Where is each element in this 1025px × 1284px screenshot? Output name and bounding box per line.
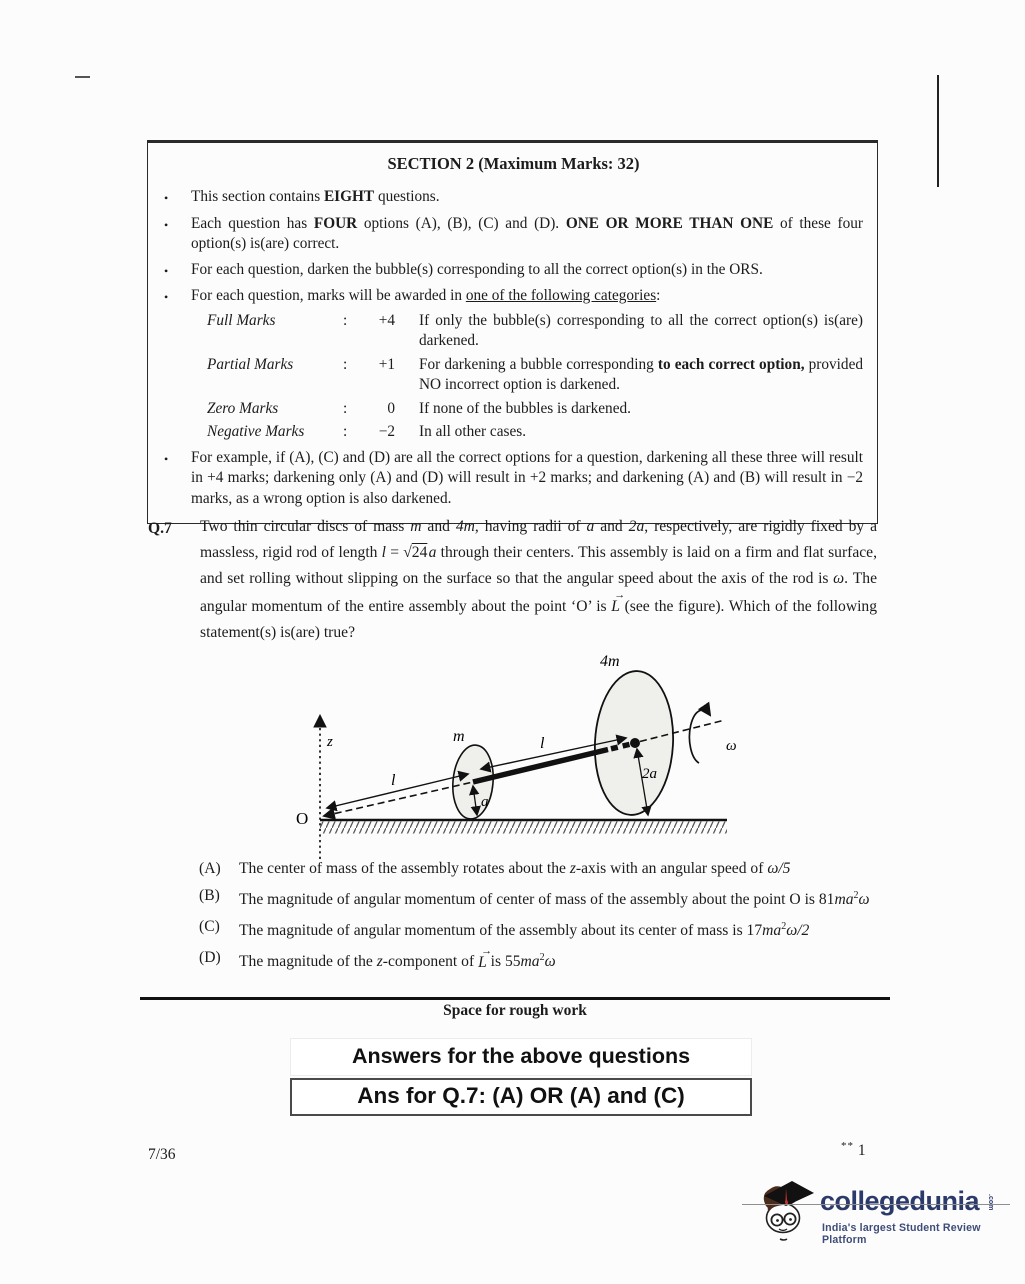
marks-row-label: Partial Marks <box>207 355 294 373</box>
right-pupil <box>789 1218 792 1221</box>
length-label-2: l <box>540 735 545 752</box>
option-d <box>199 944 883 973</box>
instruction-bullet-1 <box>164 187 863 209</box>
scan-dash-mark <box>75 76 90 78</box>
tassel-string <box>742 1204 1010 1205</box>
answer-line: Ans for Q.7: (A) OR (A) and (C) <box>290 1078 752 1116</box>
rod-axis-dashed-left <box>324 782 473 816</box>
option-b <box>199 885 883 911</box>
bullet-icon: • <box>164 290 169 304</box>
logo-dotcom: .com <box>987 1194 994 1211</box>
marks-colon: : <box>343 311 348 329</box>
question-text: Two thin circular discs of mass m and 4m, having radii of a and 2a, respectively, are rigidly fixed by a massless, rigid rod of length l = √24 a through their centers. This assembly is laid on a firm and flat surface, and set rolling without slipping on the surface so that the angular speed about the axis of the rod is ω. The angular momentum of the entire assembly about the point ‘O’ is → L (see the figure). Which of the following statement(s) is(are) true? <box>200 518 878 641</box>
section-divider <box>140 997 890 1000</box>
marks-row-label: Negative Marks <box>207 423 305 440</box>
instruction-bullet-5 <box>164 448 863 510</box>
marks-colon: : <box>343 355 348 373</box>
bullet-icon: • <box>164 451 169 466</box>
answers-header: Answers for the above questions <box>290 1038 752 1076</box>
bullet-icon: • <box>164 217 169 232</box>
page-footer-right <box>841 1140 866 1160</box>
option-key: (C) <box>199 918 220 936</box>
section-title: SECTION 2 (Maximum Marks: 32) <box>387 154 640 173</box>
bullet-icon: • <box>164 263 169 278</box>
omega-label: ω <box>726 738 737 754</box>
question-number: Q.7 <box>148 520 172 537</box>
z-axis-label: z <box>327 734 333 750</box>
marks-desc: If none of the bubbles is darkened. <box>419 399 631 417</box>
option-a <box>199 858 883 880</box>
collegedunia-logo <box>756 1176 1012 1248</box>
instructions-box <box>147 140 878 524</box>
length-label-1: l <box>391 772 396 789</box>
bullet-text: For example, if (A), (C) and (D) are all the correct options for a question, darkening all these three will result in +4 marks; darkening only (A) and (D) will result in +2 marks; and darkening (A) and (B) will result in −2 marks, as a wrong option is also darkened. <box>191 448 863 507</box>
page-number: 7/36 <box>148 1146 176 1163</box>
small-radius-label: a <box>481 794 489 810</box>
answers-block <box>290 1038 752 1116</box>
option-text: The center of mass of the assembly rotates about the z-axis with an angular speed of ω/5 <box>239 860 791 877</box>
marks-row-label: Full Marks <box>207 311 276 329</box>
marks-value: +1 <box>378 355 395 373</box>
option-text: The magnitude of angular momentum of center of mass of the assembly about the point O is $81ma^2\omega$ <box>239 890 870 909</box>
marks-value: +4 <box>378 311 395 329</box>
l-vector-symbol: → L <box>478 944 492 971</box>
l-vector-symbol: → L <box>611 589 625 615</box>
option-text: The magnitude of angular momentum of the assembly about its center of mass is $17ma^2\omega/2$ <box>239 921 810 940</box>
rough-work-label: Space for rough work <box>443 1002 587 1019</box>
instruction-bullet-4 <box>164 286 863 308</box>
bullet-icon: • <box>164 191 169 205</box>
options-list <box>199 858 883 979</box>
small-mass-label: m <box>453 728 465 745</box>
big-disc-center-dot <box>630 738 640 748</box>
option-key: (B) <box>199 887 220 904</box>
ground-hatch <box>320 822 727 834</box>
big-mass-label: 4m <box>600 653 620 670</box>
bullet-text: Each question has FOUR options (A), (B), (C) and (D). ONE OR MORE THAN ONE of these four option(s) is(are) correct. <box>191 214 863 252</box>
physics-figure <box>278 646 748 864</box>
footer-stars: ** <box>841 1140 854 1152</box>
marks-colon: : <box>343 399 348 417</box>
option-key: (A) <box>199 860 221 877</box>
length-arrow-1 <box>327 774 468 808</box>
option-c <box>199 916 883 942</box>
left-pupil <box>776 1219 779 1222</box>
scan-edge-line <box>937 75 939 187</box>
marks-value: −2 <box>378 423 395 440</box>
instruction-bullet-3 <box>164 260 863 282</box>
bullet-text: This section contains EIGHT questions. <box>191 188 440 205</box>
bullet-text: For each question, darken the bubble(s) corresponding to all the correct option(s) in the ORS. <box>191 260 763 278</box>
marks-desc: For darkening a bubble corresponding to each correct option, provided NO incorrect option is darkened. <box>419 355 864 393</box>
instruction-bullet-2 <box>164 214 863 255</box>
big-radius-label: 2a <box>642 766 657 782</box>
marks-value: 0 <box>387 399 395 417</box>
origin-label: O <box>296 809 309 828</box>
mascot-icon <box>756 1176 820 1244</box>
bullet-text: For each question, marks will be awarded in one of the following categories: <box>191 287 661 304</box>
sqrt-expression: √24 <box>403 544 428 561</box>
chin-mark <box>780 1239 787 1240</box>
marks-desc: In all other cases. <box>419 423 527 440</box>
marking-scheme-table <box>207 311 863 443</box>
marks-colon: : <box>343 423 348 440</box>
question-block <box>148 514 877 646</box>
option-text: The magnitude of the z-component of → L is $55ma^2\omega$ <box>239 947 883 973</box>
logo-wordmark: collegedunia <box>820 1186 980 1216</box>
marks-row-label: Zero Marks <box>207 399 279 417</box>
footer-number: 1 <box>857 1142 866 1160</box>
option-key: (D) <box>199 949 221 967</box>
rotation-arrow <box>689 710 710 763</box>
logo-tagline: India's largest Student Review Platform <box>822 1222 981 1246</box>
marks-desc: If only the bubble(s) corresponding to all the correct option(s) is(are) darkened. <box>419 311 863 349</box>
